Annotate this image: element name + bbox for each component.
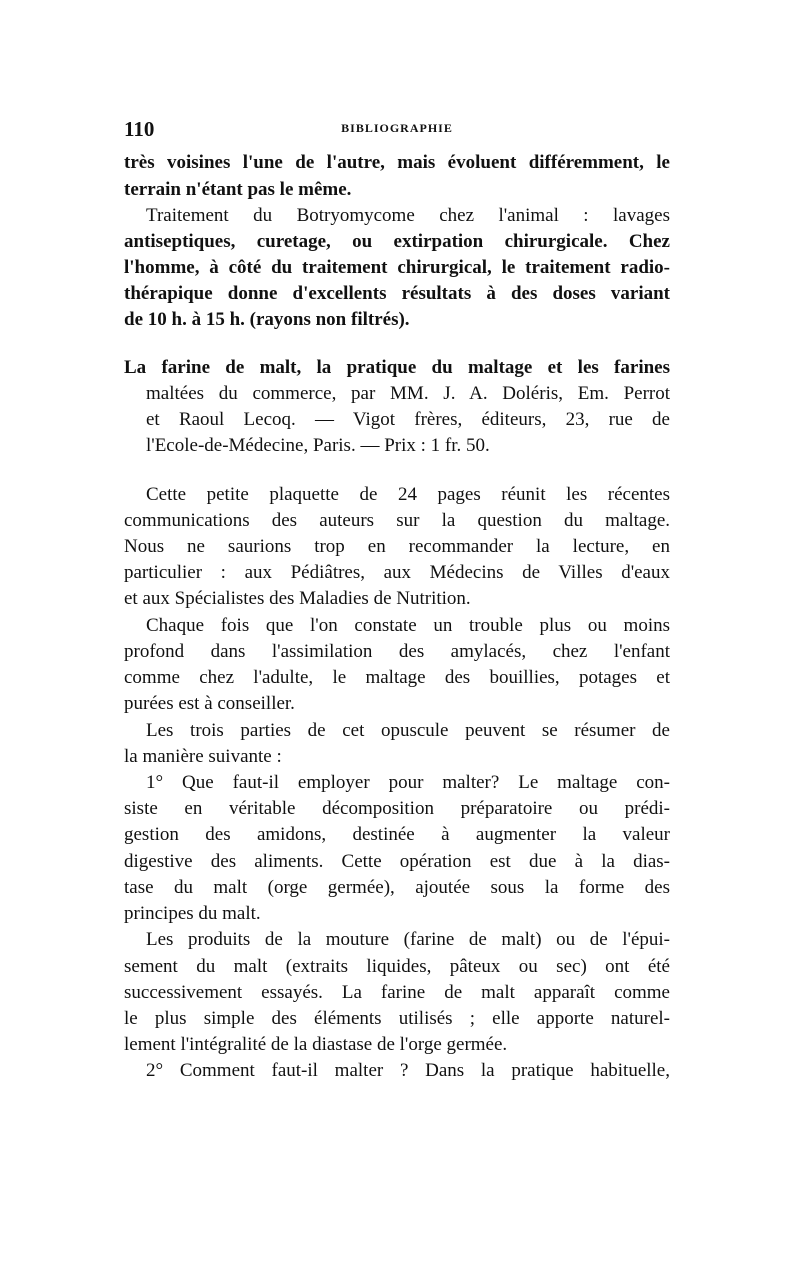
text-line: principes du malt. — [124, 903, 261, 924]
text-line: particulier : aux Pédiâtres, aux Médecins de Villes d'eaux — [124, 562, 670, 583]
text-line: successivement essayés. La farine de malt apparaît comme — [124, 982, 670, 1003]
text-line: antiseptiques, curetage, ou extirpation chirurgicale. Chez — [124, 231, 670, 252]
text-line: siste en véritable décomposition préparatoire ou prédi- — [124, 798, 670, 819]
text-line: tase du malt (orge germée), ajoutée sous la forme des — [124, 877, 670, 898]
text-line: de 10 h. à 15 h. (rayons non filtrés). — [124, 309, 410, 330]
text-line: La farine de malt, la pratique du maltage et les farines — [124, 357, 670, 378]
running-title: BIBLIOGRAPHIE — [341, 121, 453, 135]
text-line: l'Ecole-de-Médecine, Paris. — Prix : 1 fr. 50. — [146, 435, 490, 456]
text-line: profond dans l'assimilation des amylacés, chez l'enfant — [124, 641, 670, 662]
text-line: sement du malt (extraits liquides, pâteux ou sec) ont été — [124, 956, 670, 977]
text-line: communications des auteurs sur la question du maltage. — [124, 510, 670, 531]
text-line: l'homme, à côté du traitement chirurgical, le traitement radio- — [124, 257, 670, 278]
text-line: Cette petite plaquette de 24 pages réunit les récentes — [146, 484, 670, 505]
text-line: Chaque fois que l'on constate un trouble plus ou moins — [146, 615, 670, 636]
text-line: purées est à conseiller. — [124, 693, 295, 714]
text-line: Nous ne saurions trop en recommander la lecture, en — [124, 536, 670, 557]
text-line: 1° Que faut-il employer pour malter? Le maltage con- — [146, 772, 670, 793]
text-line: gestion des amidons, destinée à augmenter la valeur — [124, 824, 670, 845]
page-header — [124, 117, 670, 141]
text-line: comme chez l'adulte, le maltage des bouillies, potages et — [124, 667, 670, 688]
text-line: maltées du commerce, par MM. J. A. Doléris, Em. Perrot — [146, 383, 670, 404]
text-line: 2° Comment faut-il malter ? Dans la pratique habituelle, — [146, 1060, 670, 1081]
text-line: thérapique donne d'excellents résultats à des doses variant — [124, 283, 670, 304]
text-line: terrain n'étant pas le même. — [124, 179, 352, 200]
text-line: la manière suivante : — [124, 746, 282, 767]
text-line: et Raoul Lecoq. — Vigot frères, éditeurs, 23, rue de — [146, 409, 670, 430]
page-number: 110 — [124, 117, 155, 141]
text-line: très voisines l'une de l'autre, mais évoluent différemment, le — [124, 152, 670, 173]
text-line: et aux Spécialistes des Maladies de Nutrition. — [124, 588, 471, 609]
text-line: Traitement du Botryomycome chez l'animal : lavages — [146, 205, 670, 226]
text-line: digestive des aliments. Cette opération est due à la dias- — [124, 851, 670, 872]
text-line: Les trois parties de cet opuscule peuvent se résumer de — [146, 720, 670, 741]
text-line: lement l'intégralité de la diastase de l'orge germée. — [124, 1034, 508, 1055]
text-line: Les produits de la mouture (farine de malt) ou de l'épui- — [146, 929, 670, 950]
text-line: le plus simple des éléments utilisés ; elle apporte naturel- — [124, 1008, 670, 1029]
